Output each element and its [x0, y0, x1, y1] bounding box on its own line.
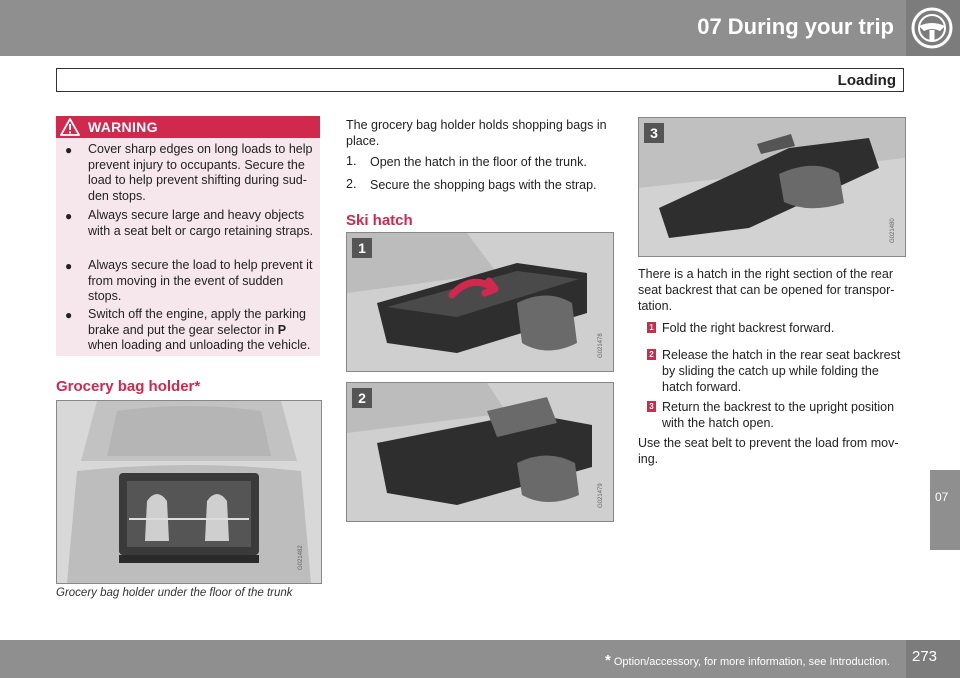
- step-number: 2.: [346, 177, 357, 191]
- ski-hatch-photo-1: [346, 232, 614, 372]
- chapter-title: 07 During your trip: [697, 14, 894, 39]
- ski-hatch-intro: There is a hatch in the right section of the rear seat backrest that can be opened for transpor-tation.: [638, 267, 895, 313]
- warning-item-text: Switch off the engine, apply the parking brake and put the gear selector in: [88, 307, 306, 337]
- chapter-side-tab: [930, 470, 960, 550]
- section-frame: [56, 68, 904, 92]
- image-badge: 2: [352, 388, 372, 408]
- footer-note-text: Option/accessory, for more information, see Introduction.: [613, 656, 890, 668]
- bullet-icon: ●: [65, 143, 73, 157]
- warning-triangle-icon: [60, 118, 80, 136]
- warning-item: Always secure the load to help prevent it from moving in the event of sudden stops.: [88, 258, 313, 303]
- image-badge: 1: [352, 238, 372, 258]
- image-caption: Grocery bag holder under the floor of the trunk: [56, 587, 293, 599]
- grocery-intro: The grocery bag holder holds shopping bags in place.: [346, 118, 607, 148]
- gear-position: P: [277, 322, 287, 337]
- step-number: 1.: [346, 154, 357, 168]
- step-text: Fold the right backrest forward.: [662, 321, 835, 335]
- step-badge: 2: [647, 349, 656, 360]
- warning-item: [88, 307, 314, 354]
- warning-title: WARNING: [88, 119, 158, 135]
- page-number: 273: [912, 648, 938, 665]
- step-badge: 1: [647, 322, 656, 333]
- step-text: Secure the shopping bags with the strap.: [370, 178, 597, 192]
- bullet-icon: ●: [65, 308, 73, 322]
- step-text: Release the hatch in the rear seat backrest by sliding the catch up while folding the hatch forward.: [662, 348, 901, 394]
- step-badge: 3: [647, 401, 656, 412]
- grocery-trunk-photo: [56, 400, 322, 584]
- bullet-icon: ●: [65, 209, 73, 223]
- warning-item-text: when loading and unloading the vehicle.: [88, 338, 311, 352]
- ski-hatch-heading: Ski hatch: [346, 212, 413, 229]
- image-code: G021480: [890, 218, 896, 243]
- ski-hatch-photo-2: [346, 382, 614, 522]
- ski-hatch-photo-3: [638, 117, 906, 257]
- bullet-icon: ●: [65, 259, 73, 273]
- steering-wheel-icon: [910, 6, 954, 50]
- step-text: Return the backrest to the upright position with the hatch open.: [662, 400, 895, 430]
- section-title: Loading: [837, 72, 896, 89]
- image-code: G021478: [598, 333, 604, 358]
- grocery-heading: Grocery bag holder*: [56, 378, 201, 395]
- image-code: G021479: [598, 483, 604, 508]
- warning-item: Always secure large and heavy objects with a seat belt or cargo retaining straps.: [88, 208, 314, 238]
- ski-hatch-note: Use the seat belt to prevent the load from mov-ing.: [638, 436, 899, 466]
- footer-note: [605, 652, 890, 669]
- step-text: Open the hatch in the floor of the trunk.: [370, 155, 587, 169]
- warning-item: Cover sharp edges on long loads to help prevent injury to occupants. Secure the load to help prevent shifting during sud-den stops.: [88, 142, 313, 203]
- image-badge: 3: [644, 123, 664, 143]
- footer-star: *: [604, 652, 611, 669]
- chapter-side-tab-label: 07: [935, 490, 949, 504]
- image-code: G021482: [298, 545, 304, 570]
